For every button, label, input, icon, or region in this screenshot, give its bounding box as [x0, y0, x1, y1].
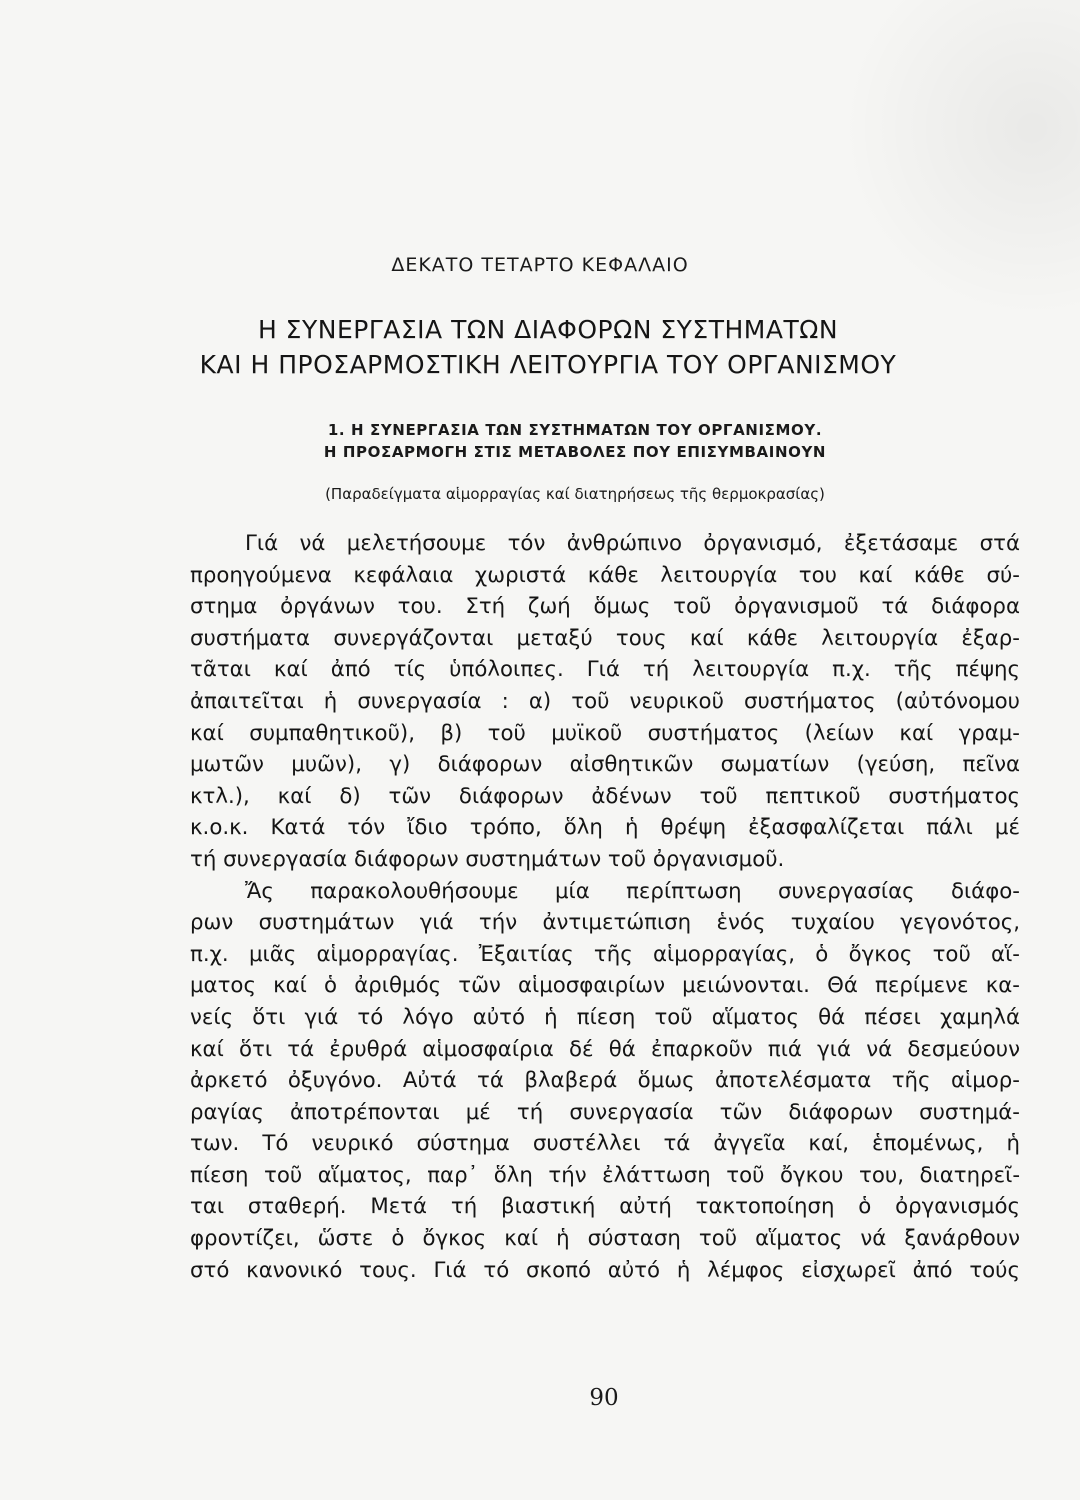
- body-text: [190, 528, 1020, 1286]
- text-line: στό κανονικό τους. Γιά τό σκοπό αὐτό ἡ λέμφος εἰσχωρεῖ ἀπό τούς: [190, 1257, 1020, 1283]
- chapter-title-line-2: ΚΑΙ Η ΠΡΟΣΑΡΜΟΣΤΙΚΗ ΛΕΙΤΟΥΡΓΙΑ ΤΟΥ ΟΡΓΑΝΙΣΜΟΥ: [199, 350, 897, 379]
- text-line: κ.ο.κ. Κατά τόν ἴδιο τρόπο, ὅλη ἡ θρέψη ἐξασφαλίζεται πάλι μέ: [190, 815, 1020, 841]
- text-line: στημα ὀργάνων του. Στή ζωή ὅμως τοῦ ὀργανισμοῦ τά διάφορα: [190, 594, 1020, 620]
- chapter-title-line-1: Η ΣΥΝΕΡΓΑΣΙΑ ΤΩΝ ΔΙΑΦΟΡΩΝ ΣΥΣΤΗΜΑΤΩΝ: [257, 315, 839, 344]
- page-number: 90: [589, 1385, 619, 1411]
- text-line: μωτῶν μυῶν), γ) διάφορων αἰσθητικῶν σωματίων (γεύση, πεῖνα: [190, 752, 1020, 778]
- section-heading: [0, 419, 1080, 463]
- text-line: πίεση τοῦ αἵματος, παρ᾽ ὅλη τήν ἐλάττωση τοῦ ὄγκου του, διατηρεῖ-: [190, 1162, 1020, 1188]
- text-line: Γιά νά μελετήσουμε τόν ἀνθρώπινο ὀργανισμό, ἐξετάσαμε στά: [245, 531, 1020, 556]
- paragraph-2: [190, 876, 1020, 1287]
- text-line: νείς ὅτι γιά τό λόγο αὐτό ἡ πίεση τοῦ αἵματος θά πέσει χαμηλά: [190, 1004, 1020, 1030]
- text-line: των. Τό νευρικό σύστημα συστέλλει τά ἀγγεῖα καί, ἑπομένως, ἡ: [190, 1131, 1020, 1157]
- chapter-label: ΔΕΚΑΤΟ ΤΕΤΑΡΤΟ ΚΕΦΑΛΑΙΟ: [391, 254, 689, 276]
- text-line: Ἄς παρακολουθήσουμε μία περίπτωση συνεργασίας διάφο-: [245, 878, 1020, 904]
- text-line: κτλ.), καί δ) τῶν διάφορων ἀδένων τοῦ πεπτικοῦ συστήματος: [190, 783, 1020, 809]
- text-line: ται σταθερή. Μετά τή βιαστική αὐτή τακτοποίηση ὁ ὀργανισμός: [190, 1194, 1020, 1220]
- text-line: ἀπαιτεῖται ἡ συνεργασία : α) τοῦ νευρικοῦ συστήματος (αὐτόνομου: [190, 688, 1020, 714]
- text-line: ματος καί ὁ ἀριθμός τῶν αἱμοσφαιρίων μειώνονται. Θά περίμενε κα-: [190, 973, 1020, 999]
- text-line: τή συνεργασία διάφορων συστημάτων τοῦ ὀργανισμοῦ.: [190, 846, 785, 872]
- text-line: ραγίας ἀποτρέπονται μέ τή συνεργασία τῶν διάφορων συστημά-: [190, 1099, 1020, 1125]
- section-heading-line-1: 1. Η ΣΥΝΕΡΓΑΣΙΑ ΤΩΝ ΣΥΣΤΗΜΑΤΩΝ ΤΟΥ ΟΡΓΑΝΙΣΜΟΥ.: [327, 421, 823, 439]
- paragraph-1: [190, 528, 1020, 876]
- text-line: π.χ. μιᾶς αἱμορραγίας. Ἐξαιτίας τῆς αἱμορραγίας, ὁ ὄγκος τοῦ αἵ-: [190, 941, 1020, 967]
- text-line: προηγούμενα κεφάλαια χωριστά κάθε λειτουργία του καί κάθε σύ-: [190, 562, 1020, 588]
- text-line: καί ὅτι τά ἐρυθρά αἱμοσφαίρια δέ θά ἐπαρκοῦν πιά γιά νά δεσμεύουν: [190, 1036, 1020, 1062]
- section-heading-line-2: Η ΠΡΟΣΑΡΜΟΓΗ ΣΤΙΣ ΜΕΤΑΒΟΛΕΣ ΠΟΥ ΕΠΙΣΥΜΒΑΙΝΟΥΝ: [323, 443, 827, 461]
- text-line: ρων συστημάτων γιά τήν ἀντιμετώπιση ἑνός τυχαίου γεγονότος,: [190, 910, 1020, 936]
- text-line: συστήματα συνεργάζονται μεταξύ τους καί κάθε λειτουργία ἐξαρ-: [190, 625, 1020, 651]
- chapter-title: [0, 312, 1080, 382]
- section-subtitle: (Παραδείγματα αἱμορραγίας καί διατηρήσεως τῆς θερμοκρασίας): [325, 485, 825, 503]
- text-line: καί συμπαθητικοῦ), β) τοῦ μυϊκοῦ συστήματος (λείων καί γραμ-: [190, 720, 1020, 746]
- text-line: ἀρκετό ὀξυγόνο. Αὐτά τά βλαβερά ὅμως ἀποτελέσματα τῆς αἱμορ-: [190, 1068, 1020, 1094]
- text-line: τᾶται καί ἀπό τίς ὑπόλοιπες. Γιά τή λειτουργία π.χ. τῆς πέψης: [190, 657, 1020, 683]
- text-line: φροντίζει, ὥστε ὁ ὄγκος καί ἡ σύσταση τοῦ αἵματος νά ξανάρθουν: [190, 1226, 1020, 1252]
